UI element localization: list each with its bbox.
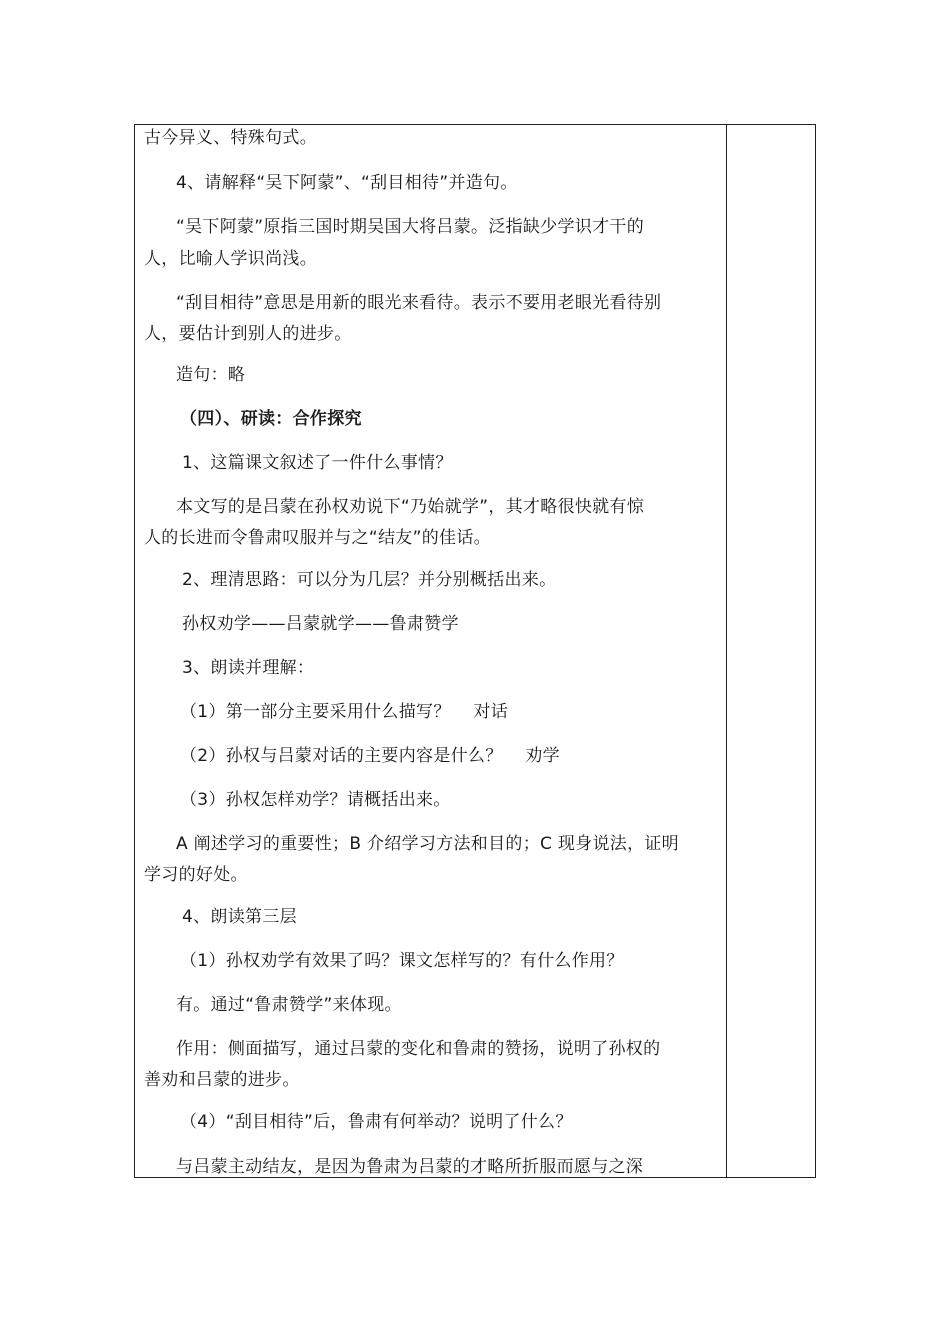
text-line: 4、请解释“吴下阿蒙”、“刮目相待”并造句。 [176,173,518,193]
text-line: 人，比喻人学识尚浅。 [144,249,317,269]
text-line: 有。通过“鲁肃赞学”来体现。 [176,995,402,1015]
text-line: 4、朗读第三层 [182,907,297,927]
text-line: 3、朗读并理解： [182,658,315,678]
text-line: （4）“刮目相待”后，鲁肃有何举动？说明了什么？ [180,1112,573,1132]
text-line: （3）孙权怎样劝学？请概括出来。 [180,790,451,810]
text-line: 造句：略 [176,365,246,385]
text-line: 作用：侧面描写，通过吕蒙的变化和鲁肃的赞扬，说明了孙权的 [176,1039,661,1059]
text-line: 与吕蒙主动结友，是因为鲁肃为吕蒙的才略所折服而愿与之深 [176,1157,644,1176]
text-line: 人的长进而令鲁肃叹服并与之“结友”的佳话。 [144,528,491,548]
text-line: 古今异义、特殊句式。 [144,128,317,148]
text-line: 学习的好处。 [144,865,248,885]
main-content-cell [136,124,724,1176]
column-divider [726,124,727,1178]
text-line: 本文写的是吕蒙在孙权劝说下“乃始就学”，其才略很快就有惊 [176,497,645,517]
text-line: （1）第一部分主要采用什么描写？ 对话 [180,702,509,722]
text-line: 1、这篇课文叙述了一件什么事情？ [182,453,453,473]
section-heading: （四）、研读：合作探究 [180,409,362,429]
text-line: 人，要估计到别人的进步。 [144,324,352,344]
text-line: A 阐述学习的重要性；B 介绍学习方法和目的；C 现身说法，证明 [176,834,679,854]
text-line: “吴下阿蒙”原指三国时期吴国大将吕蒙。泛指缺少学识才干的 [176,217,645,237]
text-line: （2）孙权与吕蒙对话的主要内容是什么？ 劝学 [180,746,560,766]
text-line: 孙权劝学——吕蒙就学——鲁肃赞学 [182,614,459,634]
text-line: （1）孙权劝学有效果了吗？课文怎样写的？有什么作用？ [180,951,624,971]
text-line: 2、理清思路：可以分为几层？并分别概括出来。 [182,570,557,590]
text-line: 善劝和吕蒙的进步。 [144,1070,300,1090]
text-line: “刮目相待”意思是用新的眼光来看待。表示不要用老眼光看待别 [176,293,662,313]
